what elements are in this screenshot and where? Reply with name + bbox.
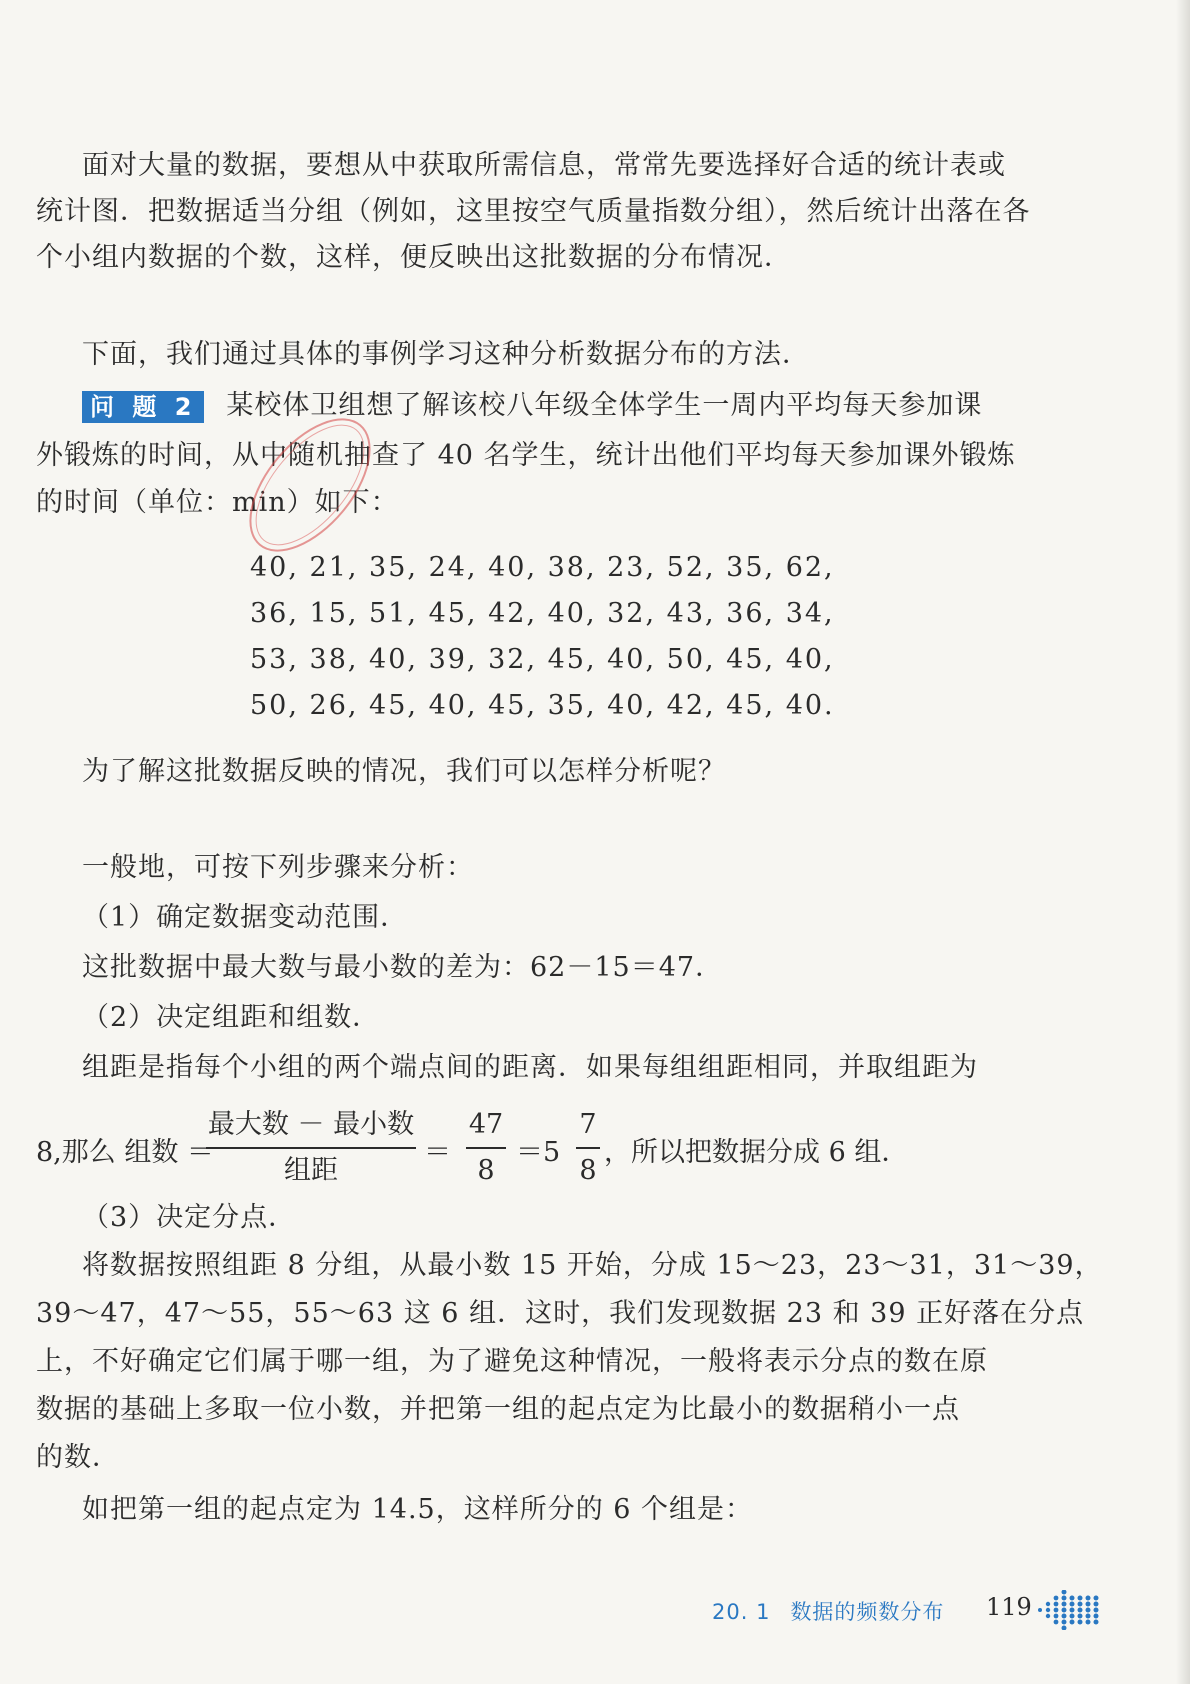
- steps-intro: 一般地，可按下列步骤来分析：: [82, 852, 474, 883]
- fraction-denominator: 8: [477, 1155, 495, 1186]
- step-heading: （3）决定分点．: [82, 1202, 297, 1233]
- data-row: 50, 26, 45, 40, 45, 35, 40, 42, 45, 40.: [250, 690, 835, 721]
- step-heading: （1）确定数据变动范围．: [82, 902, 409, 933]
- data-row: 36, 15, 51, 45, 42, 40, 32, 43, 36, 34,: [250, 598, 835, 629]
- paragraph-line: 数据的基础上多取一位小数，并把第一组的起点定为比最小的数据稍小一点: [36, 1394, 960, 1425]
- decorative-dots-icon: [1036, 1590, 1106, 1630]
- paragraph-line: 的数．: [36, 1442, 120, 1473]
- paragraph-line: 将数据按照组距 8 分组，从最小数 15 开始，分成 15～23，23～31，31～39，: [82, 1250, 1103, 1281]
- paragraph-line: 组距是指每个小组的两个端点间的距离．如果每组组距相同，并取组距为: [82, 1052, 978, 1083]
- problem-label: 问 题 2: [82, 391, 204, 423]
- fraction-denominator: 组距: [284, 1155, 338, 1186]
- paragraph-line: 统计图．把数据适当分组（例如，这里按空气质量指数分组），然后统计出落在各: [36, 196, 1031, 227]
- paragraph-line: 上，不好确定它们属于哪一组，为了避免这种情况，一般将表示分点的数在原: [36, 1346, 988, 1377]
- paragraph-line: 这批数据中最大数与最小数的差为：62－15＝47．: [82, 952, 724, 983]
- formula-prefix: 8,那么 组数 ＝: [36, 1137, 214, 1168]
- fraction-bar: [206, 1147, 416, 1149]
- paragraph-line: 下面，我们通过具体的事例学习这种分析数据分布的方法．: [82, 339, 810, 370]
- data-row: 53, 38, 40, 39, 32, 45, 40, 50, 45, 40,: [250, 644, 835, 675]
- formula-equals: ＝: [424, 1137, 451, 1168]
- paragraph-line: 如把第一组的起点定为 14.5，这样所分的 6 个组是：: [82, 1494, 754, 1525]
- paragraph-line: 个小组内数据的个数，这样，便反映出这批数据的分布情况．: [36, 242, 792, 273]
- data-row: 40, 21, 35, 24, 40, 38, 23, 52, 35, 62,: [250, 552, 835, 583]
- fraction-47-8: [466, 1105, 506, 1191]
- problem-text: 某校体卫组想了解该校八年级全体学生一周内平均每天参加课: [226, 390, 983, 421]
- fraction-numerator: 47: [468, 1109, 504, 1140]
- fraction-bar: [466, 1147, 506, 1149]
- section-number: 20. 1: [712, 1600, 771, 1624]
- fraction-numerator: 7: [579, 1109, 597, 1140]
- fraction-range-over-width: [206, 1105, 416, 1191]
- group-count-formula: [36, 1105, 1036, 1195]
- fraction-7-8: [576, 1105, 600, 1191]
- fraction-numerator: 最大数 － 最小数: [207, 1109, 415, 1140]
- formula-equals: ＝5: [516, 1137, 561, 1168]
- problem-line: 的时间（单位：min）如下：: [36, 487, 399, 518]
- fraction-denominator: 8: [579, 1155, 597, 1186]
- running-footer: [712, 1596, 944, 1626]
- section-title: 数据的频数分布: [790, 1600, 945, 1624]
- watermark-stamp-icon: [225, 400, 395, 570]
- question-text: 为了解这批数据反映的情况，我们可以怎样分析呢？: [82, 756, 726, 787]
- step-heading: （2）决定组距和组数．: [82, 1002, 381, 1033]
- formula-suffix: ，所以把数据分成 6 组．: [604, 1137, 909, 1168]
- fraction-bar: [576, 1147, 600, 1149]
- page-number: 119: [986, 1593, 1032, 1621]
- paragraph-line: 面对大量的数据，要想从中获取所需信息，常常先要选择好合适的统计表或: [82, 150, 1006, 181]
- problem-line: 外锻炼的时间，从中随机抽查了 40 名学生，统计出他们平均每天参加课外锻炼: [36, 440, 1016, 471]
- page-edge: [1176, 0, 1190, 1684]
- paragraph-line: 39～47，47～55，55～63 这 6 组．这时，我们发现数据 23 和 39 正好落在分点: [36, 1298, 1085, 1329]
